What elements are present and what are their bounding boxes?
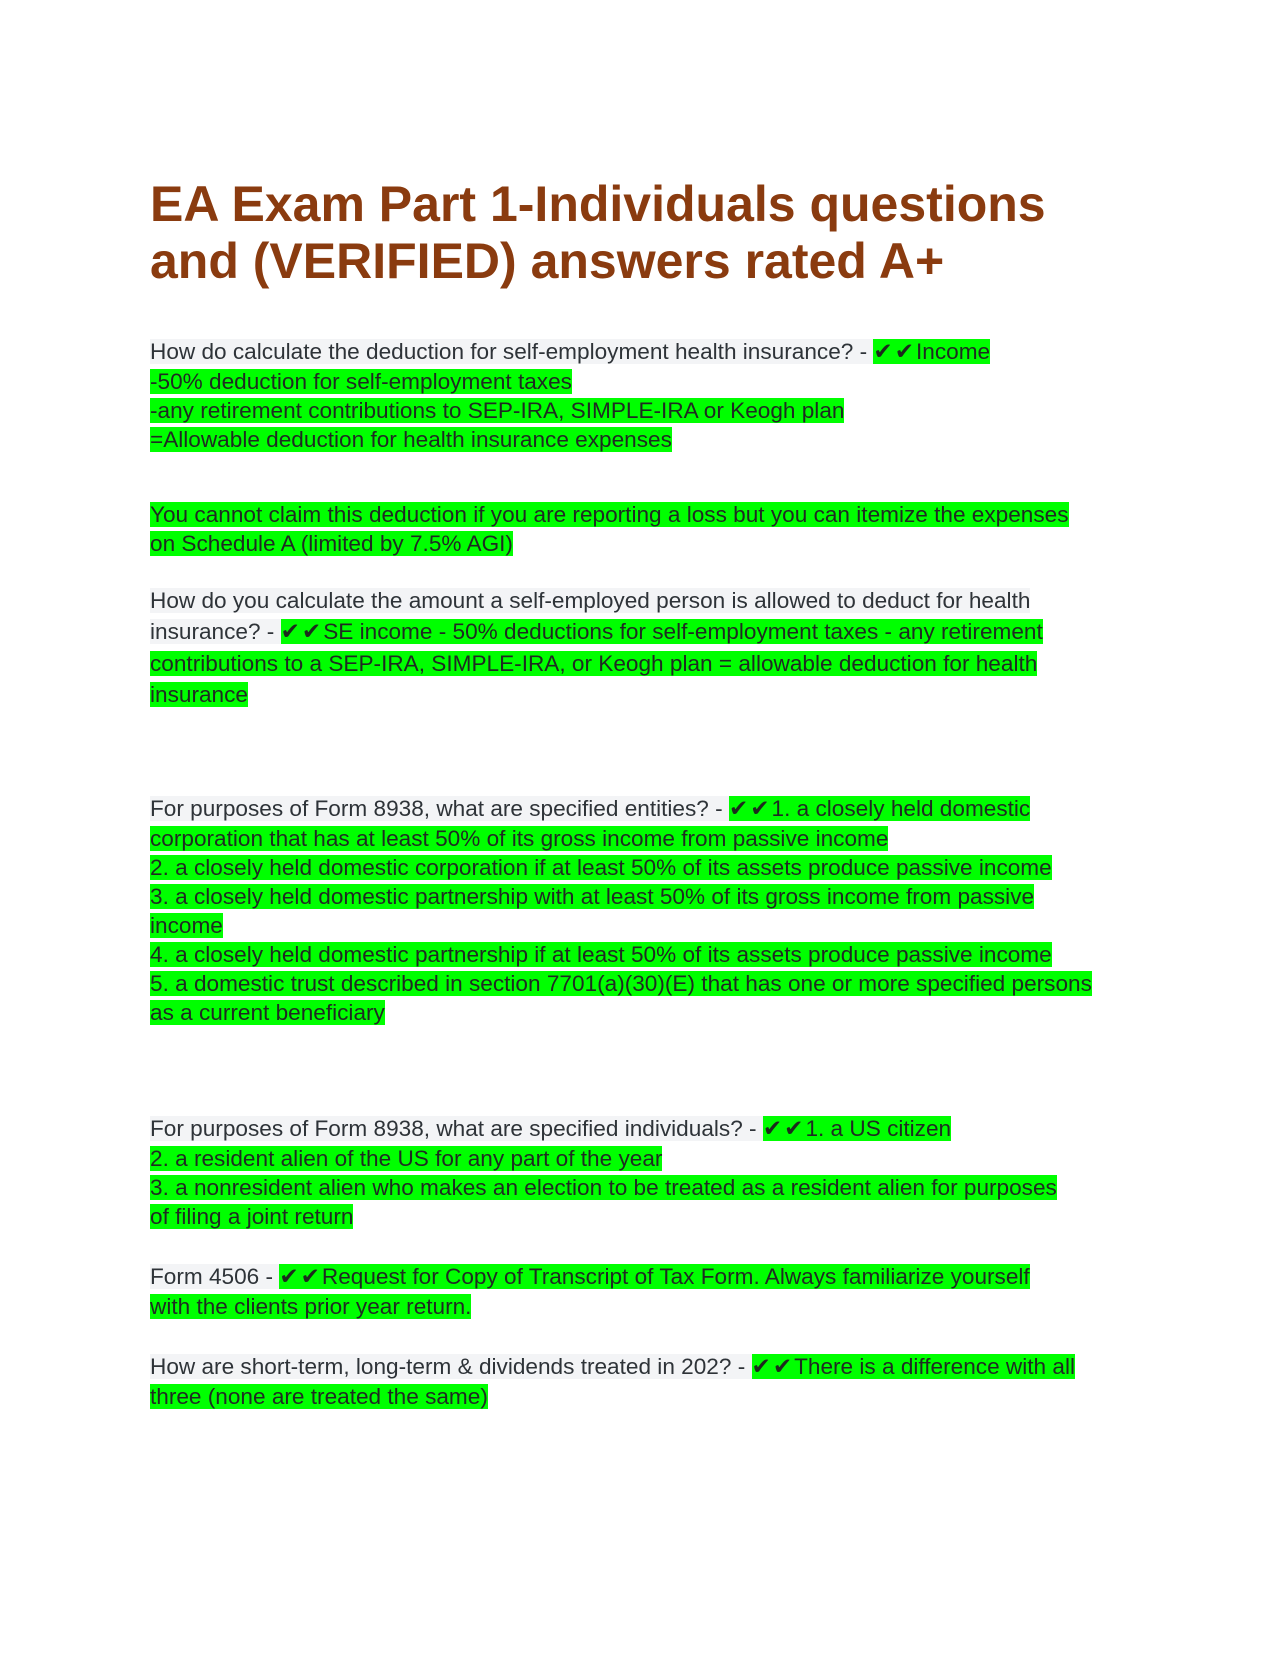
answer-4-line-2: 2. a resident alien of the US for any part of the year <box>150 1146 663 1171</box>
question-4: For purposes of Form 8938, what are specified individuals? <box>150 1116 743 1141</box>
answer-2: SE income - 50% deductions for self-employment taxes - any retirement contributions to a SEP-IRA, SIMPLE-IRA, or Keogh plan = allowable deduction for health insurance <box>150 619 1043 707</box>
answer-6: There is a difference with all three (none are treated the same) <box>150 1354 1075 1409</box>
answer-3-line-5: 5. a domestic trust described in section 7701(a)(30)(E) that has one or more specified persons as a current beneficiary <box>150 971 1092 1025</box>
title-line-1: EA Exam Part 1-Individuals questions <box>150 176 1046 232</box>
qa-item-3: For purposes of Form 8938, what are specified entities? - ✔✔1. a closely held domestic corporation that has at least 50% of its gross income from passive income 2. a closely held domestic corporation if at least 50% of its assets produce passive income 3. a closely held domestic partnership with at least 50% of its gross income from passive income 4. a closely held domestic partnership if at least 50% of its assets produce passive income 5. a domestic trust described in section 7701(a)(30)(E) that has one or more specified persons as a current beneficiary <box>150 796 1092 1025</box>
check-icon: ✔ <box>300 1264 320 1290</box>
check-icon: ✔ <box>784 1116 804 1142</box>
question-6: How are short-term, long-term & dividends treated in 202? <box>150 1354 732 1379</box>
check-icon: ✔ <box>728 796 749 822</box>
qa-item-4: For purposes of Form 8938, what are specified individuals? - ✔✔1. a US citizen 2. a resident alien of the US for any part of the year 3. a nonresident alien who makes an election to be treated as a resident alien for purposes of filing a joint return <box>150 1116 1057 1229</box>
question-3: For purposes of Form 8938, what are specified entities? <box>150 796 709 821</box>
document-title <box>150 176 1130 290</box>
qa-item-2: How do you calculate the amount a self-employed person is allowed to deduct for health insurance? - ✔✔SE income - 50% deductions for self-employment taxes - any retirement contributions to a SEP-IRA, SIMPLE-IRA, or Keogh plan = allowable deduction for health insurance <box>150 588 1043 707</box>
question-5: Form 4506 <box>150 1264 260 1289</box>
answer-1-line-2: -50% deduction for self-employment taxes <box>150 369 572 394</box>
answer-3-line-3: 3. a closely held domestic partnership with at least 50% of its gross income from passive income <box>150 884 1035 938</box>
check-icon: ✔ <box>762 1116 783 1142</box>
check-icon: ✔ <box>873 339 893 365</box>
answer-1-note: You cannot claim this deduction if you are reporting a loss but you can itemize the expenses on Schedule A (limited by 7.5% AGI) <box>150 502 1069 556</box>
answer-4-line-3: 3. a nonresident alien who makes an election to be treated as a resident alien for purposes of filing a joint return <box>150 1175 1057 1229</box>
answer-3-line-1: 1. a closely held domestic corporation that has at least 50% of its gross income from passive income <box>150 796 1031 851</box>
answer-1-line-1: Income <box>915 339 991 364</box>
check-icon: ✔ <box>751 1354 771 1380</box>
answer-4-line-1: 1. a US citizen <box>805 1116 952 1141</box>
answer-3-line-4: 4. a closely held domestic partnership if at least 50% of its assets produce passive income <box>150 942 1052 967</box>
qa-item-5: Form 4506 - ✔✔Request for Copy of Transcript of Tax Form. Always familiarize yourself with the clients prior year return. <box>150 1264 1030 1319</box>
qa-item-6: How are short-term, long-term & dividends treated in 202? - ✔✔There is a difference with all three (none are treated the same) <box>150 1354 1075 1409</box>
question-1: How do calculate the deduction for self-employment health insurance? <box>150 339 854 364</box>
check-icon: ✔ <box>279 1264 299 1290</box>
question-2: How do you calculate the amount a self-employed person is allowed to deduct for health insurance? <box>150 588 1031 644</box>
qa-item-1-note <box>150 500 1070 558</box>
answer-3-line-2: 2. a closely held domestic corporation if at least 50% of its assets produce passive income <box>150 855 1052 880</box>
title-line-2: and (VERIFIED) answers rated A+ <box>150 233 945 289</box>
check-icon: ✔ <box>894 339 914 365</box>
check-icon: ✔ <box>772 1354 793 1380</box>
answer-5: Request for Copy of Transcript of Tax Form. Always familiarize yourself with the clients prior year return. <box>150 1264 1030 1319</box>
qa-item-1: How do calculate the deduction for self-employment health insurance? - ✔✔Income -50% deduction for self-employment taxes -any retirement contributions to SEP-IRA, SIMPLE-IRA or Keogh plan =Allowable deduction for health insurance expenses <box>150 339 991 452</box>
check-icon: ✔ <box>280 619 300 645</box>
answer-1-line-4: =Allowable deduction for health insurance expenses <box>150 427 672 452</box>
check-icon: ✔ <box>750 796 770 822</box>
check-icon: ✔ <box>301 619 322 645</box>
answer-1-line-3: -any retirement contributions to SEP-IRA, SIMPLE-IRA or Keogh plan <box>150 398 845 423</box>
